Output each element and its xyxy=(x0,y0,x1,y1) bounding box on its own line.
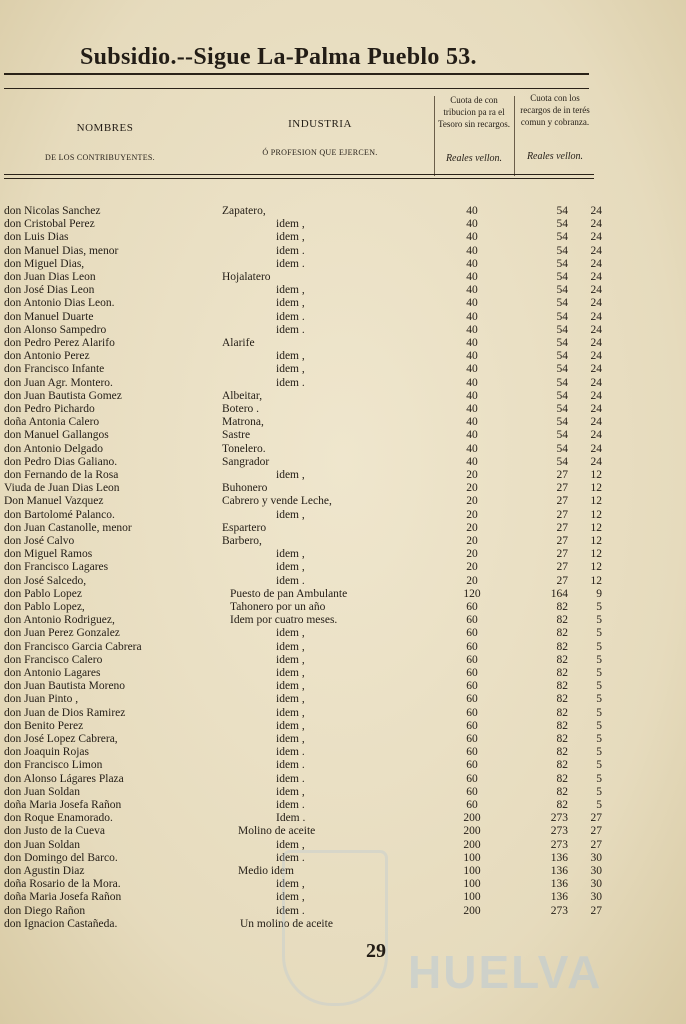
contributor-name: doña Maria Josefa Rañon xyxy=(4,799,122,811)
industry-name: idem , xyxy=(276,350,305,363)
cuota-fraccion: 5 xyxy=(596,733,602,745)
cuota-tesoro: 200 xyxy=(463,825,481,838)
industry-name: idem , xyxy=(276,508,305,521)
industry-name: idem . xyxy=(276,799,305,811)
cuota-fraccion: 5 xyxy=(596,614,602,627)
header-profesion: Ó PROFESION QUE EJERCEN. xyxy=(262,148,378,157)
contributor-name: don Alonso Sampedro xyxy=(4,323,107,336)
cuota-fraccion: 30 xyxy=(590,865,602,877)
cuota-fraccion: 12 xyxy=(590,561,602,574)
cuota-recargos: 54 xyxy=(556,323,568,336)
cuota-recargos: 54 xyxy=(556,350,568,363)
header-cuota-recargos: Cuota con los recargos de in terés comun y cobranza. xyxy=(520,93,590,127)
cuota-recargos: 273 xyxy=(550,825,568,838)
industry-name: idem , xyxy=(276,878,305,891)
cuota-fraccion: 24 xyxy=(590,323,602,336)
cuota-tesoro: 20 xyxy=(466,548,478,561)
cuota-tesoro: 60 xyxy=(466,772,478,785)
contributor-name: don Benito Perez xyxy=(4,719,84,732)
industry-name: idem . xyxy=(276,772,305,785)
cuota-fraccion: 5 xyxy=(596,680,602,693)
industry-name: Matrona, xyxy=(222,416,264,429)
cuota-fraccion: 24 xyxy=(590,429,602,442)
cuota-fraccion: 24 xyxy=(590,376,602,389)
contributor-name: don Agustin Diaz xyxy=(4,865,85,877)
industry-name: idem , xyxy=(276,363,305,376)
cuota-fraccion: 12 xyxy=(590,521,602,534)
industry-name: idem , xyxy=(276,548,305,561)
industry-name: idem , xyxy=(276,218,305,231)
cuota-recargos: 27 xyxy=(556,508,568,521)
contributor-name: don Pablo Lopez, xyxy=(4,601,85,613)
cuota-recargos: 27 xyxy=(556,469,568,481)
cuota-recargos: 82 xyxy=(556,614,568,627)
cuota-fraccion: 12 xyxy=(590,482,602,495)
header-reales-2: Reales vellon. xyxy=(526,151,584,162)
column-divider xyxy=(434,96,435,176)
cuota-recargos: 82 xyxy=(556,719,568,732)
cuota-tesoro: 100 xyxy=(463,891,481,904)
cuota-recargos: 27 xyxy=(556,535,568,547)
cuota-recargos: 82 xyxy=(556,759,568,772)
cuota-tesoro: 40 xyxy=(466,271,478,283)
contributor-name: don José Salcedo, xyxy=(4,574,87,587)
contributor-name: don Pedro Pichardo xyxy=(4,403,95,415)
contributor-name: don Antonio Perez xyxy=(4,350,90,363)
cuota-tesoro: 20 xyxy=(466,561,478,574)
industry-name: idem , xyxy=(276,284,305,297)
cuota-tesoro: 60 xyxy=(466,785,478,798)
cuota-tesoro: 60 xyxy=(466,733,478,745)
contributor-name: don Antonio Dias Leon. xyxy=(4,297,115,310)
cuota-recargos: 54 xyxy=(556,257,568,270)
industry-name: idem . xyxy=(276,574,305,587)
cuota-fraccion: 24 xyxy=(590,363,602,376)
contributor-name: Don Manuel Vazquez xyxy=(4,495,104,508)
industry-name: idem , xyxy=(276,667,305,679)
cuota-recargos: 136 xyxy=(550,891,568,904)
cuota-tesoro: 40 xyxy=(466,403,478,415)
cuota-recargos: 82 xyxy=(556,627,568,640)
industry-name: idem . xyxy=(276,323,305,336)
contributor-name: don Juan Bautista Moreno xyxy=(4,680,126,693)
cuota-recargos: 27 xyxy=(556,561,568,574)
cuota-fraccion: 5 xyxy=(596,706,602,719)
cuota-fraccion: 30 xyxy=(590,878,602,891)
cuota-recargos: 82 xyxy=(556,601,568,613)
contributor-name: don Roque Enamorado. xyxy=(4,812,113,825)
cuota-fraccion: 24 xyxy=(590,205,602,217)
contributor-name: don Francisco Lagares xyxy=(4,561,109,574)
cuota-tesoro: 20 xyxy=(466,535,478,547)
industry-name: Puesto de pan Ambulante xyxy=(230,587,348,600)
industry-name: idem , xyxy=(276,785,305,798)
industry-name: Tonelero. xyxy=(222,442,266,455)
cuota-fraccion: 24 xyxy=(590,271,602,283)
industry-name: idem , xyxy=(276,838,305,851)
contributor-name: don Miguel Dias, xyxy=(4,257,85,270)
cuota-recargos: 54 xyxy=(556,376,568,389)
industry-name: Medio idem xyxy=(238,865,294,877)
cuota-tesoro: 40 xyxy=(466,218,478,231)
cuota-tesoro: 40 xyxy=(466,297,478,310)
cuota-tesoro: 60 xyxy=(466,640,478,653)
industry-name: Alarife xyxy=(222,337,255,349)
cuota-fraccion: 12 xyxy=(590,495,602,508)
cuota-recargos: 54 xyxy=(556,363,568,376)
cuota-fraccion: 24 xyxy=(590,284,602,297)
cuota-fraccion: 24 xyxy=(590,442,602,455)
watermark: HUELVA xyxy=(408,946,603,998)
industry-name: Albeitar, xyxy=(222,389,263,402)
cuota-recargos: 82 xyxy=(556,772,568,785)
cuota-tesoro: 40 xyxy=(466,350,478,363)
cuota-fraccion: 5 xyxy=(596,799,602,811)
industry-name: idem , xyxy=(276,469,305,481)
cuota-fraccion: 12 xyxy=(590,535,602,547)
cuota-tesoro: 40 xyxy=(466,376,478,389)
contributor-name: don José Calvo xyxy=(4,535,75,547)
cuota-fraccion: 5 xyxy=(596,693,602,706)
header-contribuyentes: DE LOS CONTRIBUYENTES. xyxy=(45,153,155,162)
industry-name: idem , xyxy=(276,640,305,653)
cuota-recargos: 82 xyxy=(556,680,568,693)
cuota-tesoro: 40 xyxy=(466,310,478,323)
cuota-tesoro: 60 xyxy=(466,601,478,613)
cuota-recargos: 82 xyxy=(556,640,568,653)
cuota-fraccion: 5 xyxy=(596,772,602,785)
industry-name: Un molino de aceite xyxy=(240,917,333,930)
contributor-name: don Francisco Infante xyxy=(4,363,105,376)
industry-name: Buhonero xyxy=(222,482,268,495)
cuota-fraccion: 5 xyxy=(596,785,602,798)
cuota-tesoro: 40 xyxy=(466,363,478,376)
industry-name: idem , xyxy=(276,706,305,719)
contributor-name: don Francisco Limon xyxy=(4,759,103,772)
cuota-recargos: 82 xyxy=(556,746,568,759)
cuota-tesoro: 40 xyxy=(466,416,478,429)
cuota-tesoro: 20 xyxy=(466,482,478,495)
industry-name: idem . xyxy=(276,376,305,389)
cuota-recargos: 136 xyxy=(550,851,568,864)
cuota-recargos: 136 xyxy=(550,878,568,891)
cuota-fraccion: 12 xyxy=(590,508,602,521)
contributor-name: don José Dias Leon xyxy=(4,284,95,297)
cuota-recargos: 54 xyxy=(556,337,568,349)
contributor-name: don Juan Soldan xyxy=(4,785,81,798)
cuota-recargos: 27 xyxy=(556,521,568,534)
cuota-tesoro: 40 xyxy=(466,389,478,402)
header-bottom-rule-2 xyxy=(4,178,594,179)
page-title: Subsidio.--Sigue La-Palma Pueblo 53. xyxy=(80,44,477,70)
cuota-tesoro: 20 xyxy=(466,521,478,534)
column-divider xyxy=(514,96,515,176)
contributor-name: don Juan Dias Leon xyxy=(4,271,96,283)
contributor-name: Viuda de Juan Dias Leon xyxy=(4,482,120,495)
contributor-name: don Joaquin Rojas xyxy=(4,746,89,759)
cuota-fraccion: 27 xyxy=(590,825,602,838)
industry-name: idem , xyxy=(276,719,305,732)
contributor-name: don Manuel Duarte xyxy=(4,310,94,323)
contributor-name: don Cristobal Perez xyxy=(4,218,95,231)
cuota-tesoro: 40 xyxy=(466,205,478,217)
contributor-name: don Juan Bautista Gomez xyxy=(4,389,122,402)
cuota-tesoro: 200 xyxy=(463,904,481,917)
industry-name: idem . xyxy=(276,759,305,772)
cuota-recargos: 54 xyxy=(556,403,568,415)
contributor-name: don Pedro Dias Galiano. xyxy=(4,455,118,468)
contributor-name: don Juan Agr. Montero. xyxy=(4,376,113,389)
contributor-name: don Ignacion Castañeda. xyxy=(4,917,118,930)
cuota-fraccion: 27 xyxy=(590,904,602,917)
cuota-tesoro: 60 xyxy=(466,746,478,759)
cuota-tesoro: 20 xyxy=(466,469,478,481)
cuota-tesoro: 200 xyxy=(463,812,481,825)
industry-name: idem , xyxy=(276,680,305,693)
cuota-fraccion: 12 xyxy=(590,548,602,561)
industry-name: idem . xyxy=(276,257,305,270)
cuota-tesoro: 60 xyxy=(466,614,478,627)
industry-name: idem , xyxy=(276,891,305,904)
cuota-fraccion: 5 xyxy=(596,627,602,640)
industry-name: Molino de aceite xyxy=(238,825,316,838)
cuota-tesoro: 40 xyxy=(466,455,478,468)
industry-name: idem , xyxy=(276,231,305,244)
contributor-name: don Juan Castanolle, menor xyxy=(4,521,132,534)
industry-name: idem , xyxy=(276,297,305,310)
industry-name: idem , xyxy=(276,653,305,666)
contributor-name: don Pablo Lopez xyxy=(4,587,82,600)
cuota-tesoro: 20 xyxy=(466,574,478,587)
cuota-tesoro: 60 xyxy=(466,653,478,666)
cuota-tesoro: 60 xyxy=(466,627,478,640)
industry-name: Idem . xyxy=(276,812,306,825)
contributor-name: don Pedro Perez Alarifo xyxy=(4,337,115,349)
contributor-name: doña Maria Josefa Rañon xyxy=(4,891,122,904)
watermark-shield-icon xyxy=(282,850,388,1006)
cuota-fraccion: 24 xyxy=(590,416,602,429)
cuota-recargos: 54 xyxy=(556,442,568,455)
page-number: 29 xyxy=(366,940,386,962)
contributor-name: don Juan de Dios Ramirez xyxy=(4,706,126,719)
cuota-recargos: 82 xyxy=(556,799,568,811)
cuota-recargos: 27 xyxy=(556,574,568,587)
cuota-fraccion: 24 xyxy=(590,257,602,270)
cuota-recargos: 54 xyxy=(556,310,568,323)
header-cuota-tesoro: Cuota de con tribucion pa ra el Tesoro sin recargos. xyxy=(438,95,510,129)
contributor-name: don Antonio Delgado xyxy=(4,442,104,455)
cuota-recargos: 82 xyxy=(556,667,568,679)
cuota-recargos: 82 xyxy=(556,733,568,745)
cuota-recargos: 54 xyxy=(556,271,568,283)
contributor-name: don José Lopez Cabrera, xyxy=(4,733,118,745)
contributor-name: don Nicolas Sanchez xyxy=(4,205,101,217)
cuota-fraccion: 24 xyxy=(590,297,602,310)
cuota-fraccion: 24 xyxy=(590,244,602,257)
cuota-recargos: 54 xyxy=(556,205,568,217)
cuota-tesoro: 60 xyxy=(466,693,478,706)
contributor-name: don Alonso Lágares Plaza xyxy=(4,772,124,785)
cuota-recargos: 54 xyxy=(556,389,568,402)
industry-name: idem . xyxy=(276,746,305,759)
header-top-rule xyxy=(4,88,589,89)
industry-name: Sangrador xyxy=(222,455,270,468)
contributor-name: don Francisco Garcia Cabrera xyxy=(4,640,142,653)
contributor-name: don Manuel Gallangos xyxy=(4,429,109,442)
cuota-tesoro: 40 xyxy=(466,323,478,336)
cuota-fraccion: 5 xyxy=(596,640,602,653)
cuota-tesoro: 60 xyxy=(466,667,478,679)
cuota-recargos: 54 xyxy=(556,218,568,231)
cuota-fraccion: 30 xyxy=(590,891,602,904)
cuota-tesoro: 40 xyxy=(466,429,478,442)
cuota-tesoro: 40 xyxy=(466,257,478,270)
cuota-recargos: 164 xyxy=(550,587,568,600)
cuota-recargos: 82 xyxy=(556,693,568,706)
cuota-fraccion: 5 xyxy=(596,653,602,666)
cuota-fraccion: 27 xyxy=(590,838,602,851)
cuota-recargos: 82 xyxy=(556,653,568,666)
cuota-fraccion: 24 xyxy=(590,403,602,415)
cuota-fraccion: 9 xyxy=(596,587,602,600)
industry-name: Hojalatero xyxy=(222,271,271,283)
cuota-tesoro: 40 xyxy=(466,231,478,244)
cuota-recargos: 82 xyxy=(556,706,568,719)
cuota-tesoro: 40 xyxy=(466,244,478,257)
cuota-recargos: 82 xyxy=(556,785,568,798)
industry-name: idem . xyxy=(276,244,305,257)
cuota-recargos: 273 xyxy=(550,904,568,917)
cuota-fraccion: 5 xyxy=(596,667,602,679)
contributor-name: don Bartolomé Palanco. xyxy=(4,508,115,521)
cuota-fraccion: 5 xyxy=(596,601,602,613)
contributor-name: don Justo de la Cueva xyxy=(4,825,105,838)
cuota-recargos: 54 xyxy=(556,284,568,297)
cuota-fraccion: 24 xyxy=(590,310,602,323)
industry-name: idem , xyxy=(276,627,305,640)
cuota-fraccion: 27 xyxy=(590,812,602,825)
cuota-recargos: 54 xyxy=(556,297,568,310)
cuota-tesoro: 60 xyxy=(466,799,478,811)
cuota-fraccion: 5 xyxy=(596,746,602,759)
cuota-recargos: 54 xyxy=(556,231,568,244)
industry-name: Barbero, xyxy=(222,535,262,547)
cuota-tesoro: 100 xyxy=(463,851,481,864)
industry-name: Tahonero por un año xyxy=(230,601,326,613)
contributor-name: don Juan Perez Gonzalez xyxy=(4,627,120,640)
industry-name: Cabrero y vende Leche, xyxy=(222,495,332,508)
industry-name: idem . xyxy=(276,851,305,864)
industry-name: idem , xyxy=(276,561,305,574)
cuota-fraccion: 30 xyxy=(590,851,602,864)
contributor-name: don Miguel Ramos xyxy=(4,548,93,561)
cuota-tesoro: 40 xyxy=(466,337,478,349)
cuota-recargos: 27 xyxy=(556,482,568,495)
cuota-tesoro: 60 xyxy=(466,680,478,693)
contributor-name: don Antonio Lagares xyxy=(4,667,101,679)
industry-name: Idem por cuatro meses. xyxy=(230,614,338,627)
cuota-fraccion: 5 xyxy=(596,759,602,772)
contributor-name: doña Antonia Calero xyxy=(4,416,100,429)
cuota-fraccion: 24 xyxy=(590,218,602,231)
contributor-name: don Luis Dias xyxy=(4,231,69,244)
cuota-recargos: 273 xyxy=(550,838,568,851)
cuota-fraccion: 12 xyxy=(590,469,602,481)
header-bottom-rule xyxy=(4,174,594,175)
cuota-fraccion: 24 xyxy=(590,350,602,363)
cuota-recargos: 136 xyxy=(550,865,568,877)
contributor-name: don Francisco Calero xyxy=(4,653,103,666)
cuota-recargos: 273 xyxy=(550,812,568,825)
contributor-name: don Fernando de la Rosa xyxy=(4,469,119,481)
cuota-fraccion: 24 xyxy=(590,231,602,244)
cuota-recargos: 27 xyxy=(556,495,568,508)
contributor-name: don Manuel Dias, menor xyxy=(4,244,119,257)
cuota-recargos: 27 xyxy=(556,548,568,561)
contributor-name: don Domingo del Barco. xyxy=(4,851,118,864)
contributor-name: don Juan Soldan xyxy=(4,838,81,851)
industry-name: idem , xyxy=(276,733,305,745)
cuota-tesoro: 20 xyxy=(466,508,478,521)
contributor-name: don Diego Rañon xyxy=(4,904,86,917)
cuota-recargos: 54 xyxy=(556,455,568,468)
cuota-tesoro: 60 xyxy=(466,719,478,732)
cuota-fraccion: 12 xyxy=(590,574,602,587)
industry-name: Sastre xyxy=(222,429,251,442)
industry-name: idem . xyxy=(276,310,305,323)
cuota-tesoro: 40 xyxy=(466,284,478,297)
header-reales-1: Reales vellon. xyxy=(445,153,503,164)
cuota-recargos: 54 xyxy=(556,244,568,257)
industry-name: Botero . xyxy=(222,403,260,415)
cuota-tesoro: 120 xyxy=(463,587,481,600)
cuota-tesoro: 200 xyxy=(463,838,481,851)
cuota-tesoro: 100 xyxy=(463,865,481,877)
cuota-recargos: 54 xyxy=(556,416,568,429)
cuota-tesoro: 40 xyxy=(466,442,478,455)
title-rule xyxy=(4,73,589,75)
cuota-fraccion: 5 xyxy=(596,719,602,732)
cuota-tesoro: 20 xyxy=(466,495,478,508)
contributor-name: don Antonio Rodriguez, xyxy=(4,614,115,627)
cuota-fraccion: 24 xyxy=(590,389,602,402)
cuota-recargos: 54 xyxy=(556,429,568,442)
cuota-tesoro: 100 xyxy=(463,878,481,891)
industry-name: idem . xyxy=(276,904,305,917)
industry-name: Zapatero, xyxy=(222,205,266,217)
cuota-tesoro: 60 xyxy=(466,759,478,772)
contributor-name: don Juan Pinto , xyxy=(4,693,79,706)
cuota-fraccion: 24 xyxy=(590,455,602,468)
header-industria: INDUSTRIA xyxy=(288,118,352,130)
contributor-name: doña Rosario de la Mora. xyxy=(4,878,121,891)
industry-name: Espartero xyxy=(222,521,267,534)
cuota-tesoro: 60 xyxy=(466,706,478,719)
cuota-fraccion: 24 xyxy=(590,337,602,349)
industry-name: idem , xyxy=(276,693,305,706)
header-nombres: NOMBRES xyxy=(76,122,134,134)
